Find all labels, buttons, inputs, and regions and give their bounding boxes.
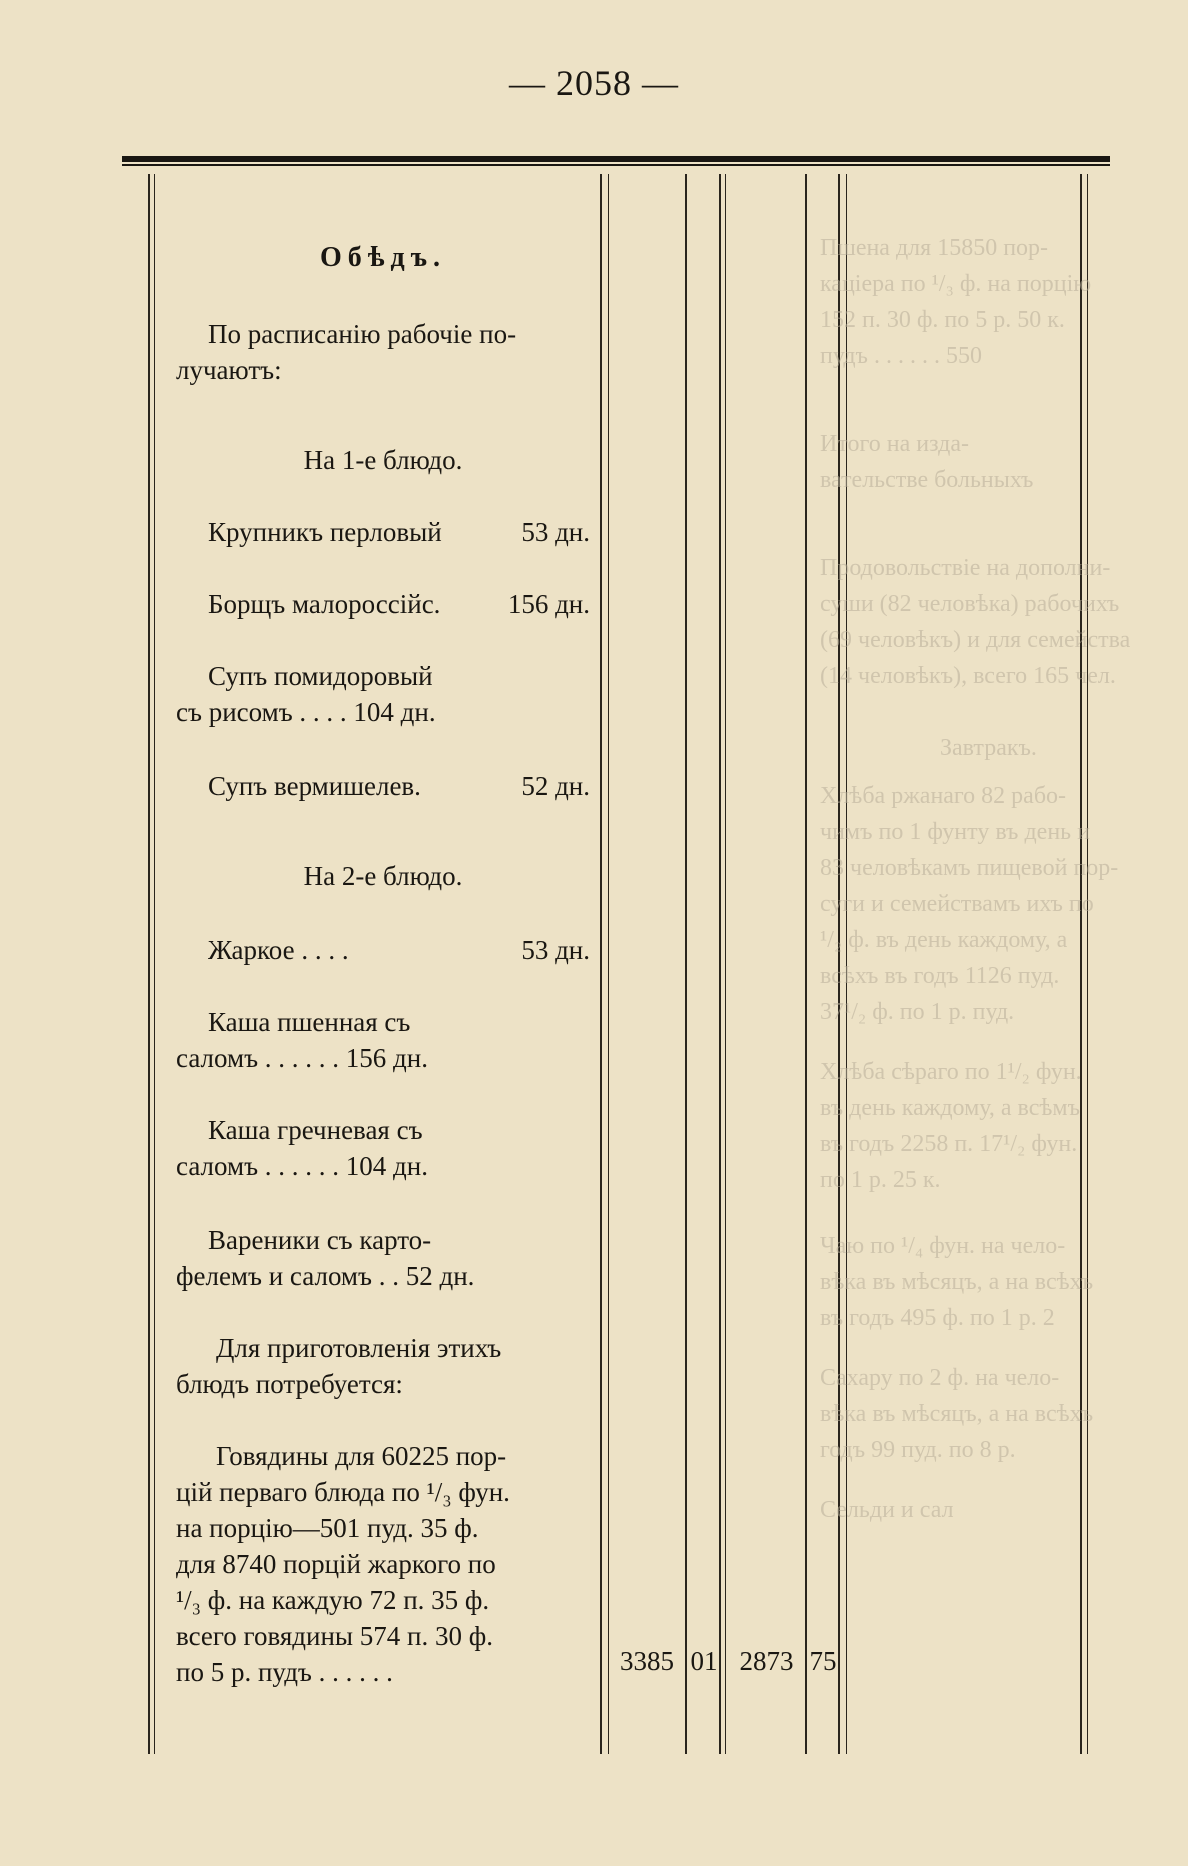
beef-line-3: на порцію—501 пуд. 35 ф. [176,1513,479,1543]
prep-block [176,1330,590,1402]
item-line-2: саломъ . . . . . . 156 дн. [176,1043,428,1073]
item-days: 156 дн. [507,589,590,619]
beef-block [176,1438,590,1690]
column-line-rub1-right [685,174,687,1754]
item-name: Борщъ малороссійс. [208,589,441,619]
heading-dinner [176,240,590,276]
beef-line-1: Говядины для 60225 пор- [216,1441,507,1471]
c2-item-2 [176,1004,590,1076]
item-name: Крупникъ перловый [208,517,442,547]
item-line-1: Вареники съ карто- [208,1225,432,1255]
beef-line-2: цій перваго блюда по ¹/₃ фун. [176,1477,510,1507]
item-line-2: фелемъ и саломъ . . 52 дн. [176,1261,475,1291]
item-days: 52 дн. [521,771,590,801]
prep-line-2: блюдъ потребуется: [176,1369,403,1399]
c2-item-1 [176,932,590,968]
beef-line-6: всего говядины 574 п. 30 ф. [176,1621,493,1651]
table-top-rule [122,156,1110,166]
item-line-1: Каша пшенная съ [208,1007,411,1037]
intro-line-2: лучаютъ: [176,355,282,385]
bleed-through-text: Пшена для 15850 пор- каціера по ¹/₃ ф. на порцію 152 п. 30 ф. по 5 р. 50 к. пудъ . . . . . . 550 Итого на изда- вательстве больныхъ Продовольствіе на дополни- суши (82 человѣка) рабочихъ (69 человѣкъ) и для семейства (14 человѣкъ), всего 165 чел. Завтракъ. Хлѣба ржанаго 82 рабо- чимъ по 1 фунту въ день и 83 человѣкамъ пищевой пор- суги и семействамъ ихъ по ¹/₂ ф. въ день каждому, а всѣхъ въ годъ 1126 пуд. 37¹/₂ ф. по 1 р. пуд. Хлѣба сѣраго по 1¹/₂ фун. въ день каждому, а всѣмъ въ годъ 2258 п. 17¹/₂ фун. по 1 р. 25 к. Чаю по ¹/₄ фун. на чело- вѣка въ мѣсяцъ, а на всѣхъ въ годъ 495 ф. по 1 р. 2 Сахару по 2 ф. на чело- вѣка въ мѣсяцъ, а на всѣхъ годъ 99 пуд. по 8 р. Сельди и сал [820,235,1131,1523]
intro-line-1: По расписанію рабочіе по- [208,319,517,349]
prep-line-1: Для приготовленія этихъ [216,1333,502,1363]
amount-kopecks-1: 01 [690,1646,718,1676]
item-days: 53 дн. [521,517,590,547]
course2-title: На 2-е блюдо. [303,861,463,891]
c2-item-3 [176,1112,590,1184]
c1-item-3 [176,658,590,730]
item-line-1: Супъ помидоровый [208,661,433,691]
c1-item-2 [176,586,590,622]
course1-heading [176,442,590,478]
item-name: Супъ вермишелев. [208,771,421,801]
course1-title: На 1-е блюдо. [303,445,463,475]
page-number: — 2058 — [509,63,679,103]
beef-line-7: по 5 р. пудъ . . . . . . [176,1657,393,1687]
section-heading: Обѣдъ. [319,242,447,273]
column-line-kop1-inner [725,174,726,1754]
item-line-1: Каша гречневая съ [208,1115,423,1145]
course2-heading [176,858,590,894]
item-line-2: саломъ . . . . . . 104 дн. [176,1151,428,1181]
column-line-left-inner [154,174,155,1754]
amount-kopecks-2: 75 [809,1646,837,1676]
column-line-left [148,174,150,1754]
c1-item-1 [176,514,590,550]
c2-item-4 [176,1222,590,1294]
column-line-text-right-inner [608,174,609,1754]
item-days: 53 дн. [521,935,590,965]
amount-rubles-1: 3385 [620,1646,674,1676]
c1-item-4 [176,768,590,804]
column-line-rub2-right [805,174,807,1754]
amount-rubles-2: 2873 [739,1646,794,1676]
item-line-2: съ рисомъ . . . . 104 дн. [176,697,436,727]
item-name: Жаркое . . . . [208,935,349,965]
column-line-text-right [600,174,602,1754]
column-line-kop1-right [719,174,721,1754]
beef-line-4: для 8740 порцій жаркого по [176,1549,496,1579]
intro-block [176,316,590,388]
beef-line-5: ¹/₃ ф. на каждую 72 п. 35 ф. [176,1585,490,1615]
